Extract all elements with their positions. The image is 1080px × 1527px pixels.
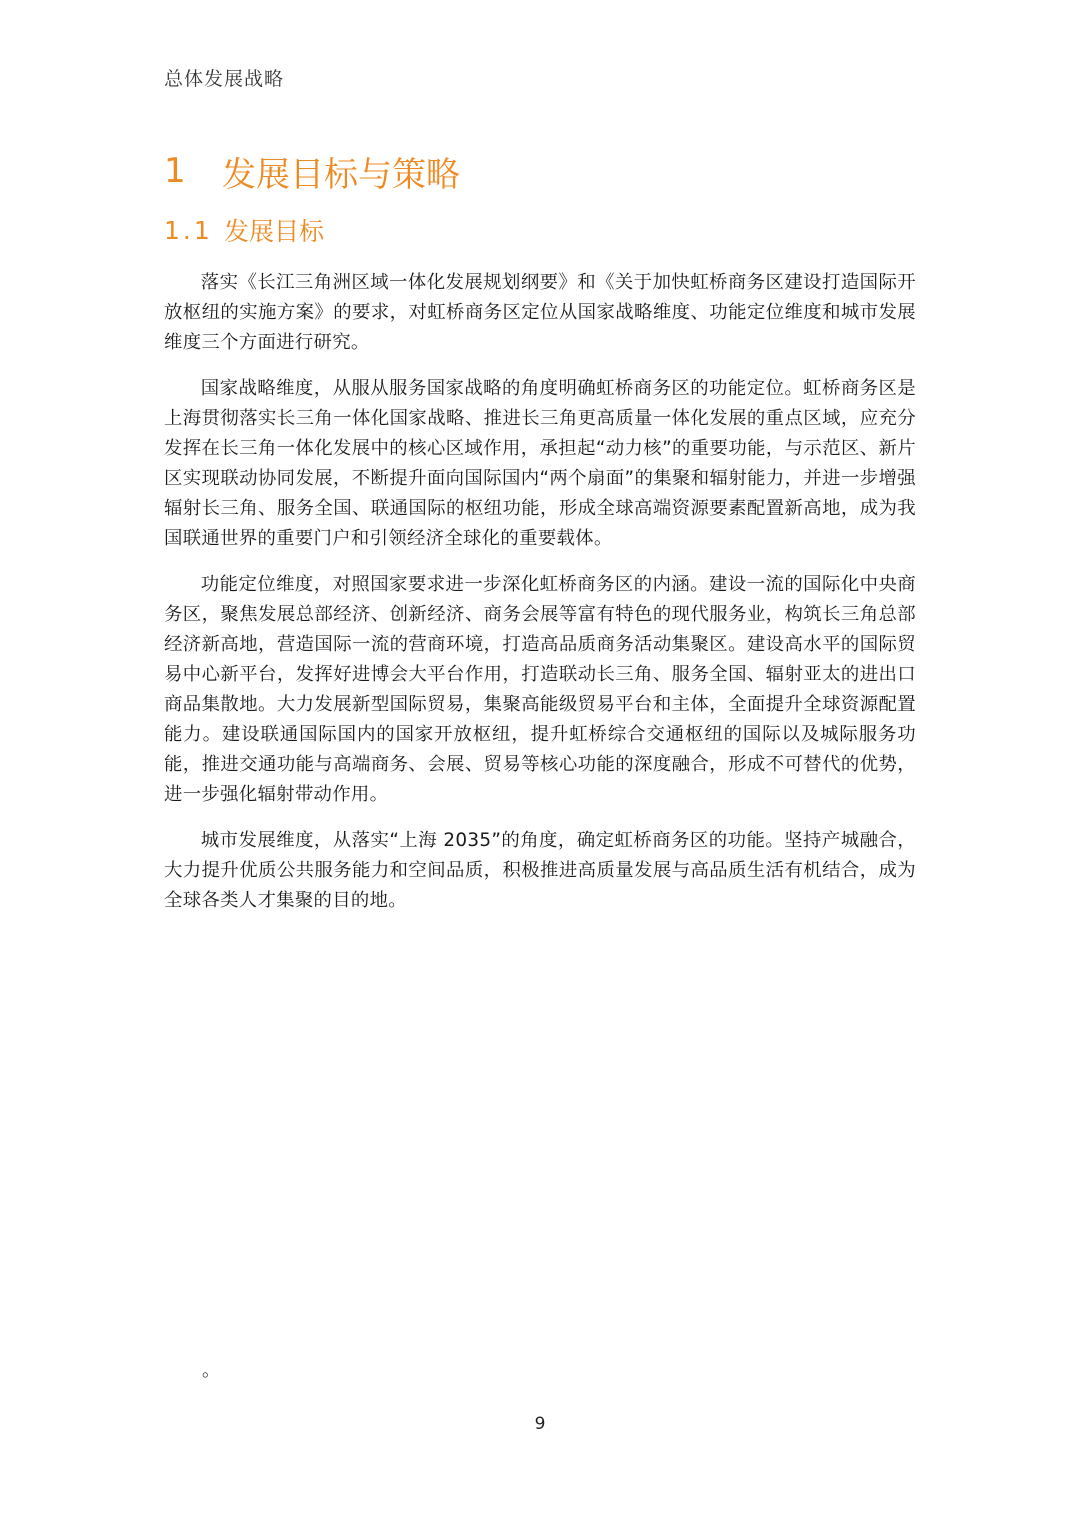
running-header: 总体发展战略 bbox=[164, 68, 285, 90]
section-title: 发展目标 bbox=[224, 217, 325, 246]
paragraph-functional-positioning: 功能定位维度，对照国家要求进一步深化虹桥商务区的内涵。建设一流的国际化中央商务区，聚焦发展总部经济、创新经济、商务会展等富有特色的现代服务业，构筑长三角总部经济新高地，营造国际一流的营商环境，打造高品质商务活动集聚区。建设高水平的国际贸易中心新平台，发挥好进博会大平台作用，打造联动长三角、服务全国、辐射亚太的进出口商品集散地。大力发展新型国际贸易，集聚高能级贸易平台和主体，全面提升全球资源配置能力。建设联通国际国内的国家开放枢纽，提升虹桥综合交通枢纽的国际以及城际服务功能，推进交通功能与高端商务、会展、贸易等核心功能的深度融合，形成不可替代的优势，进一步强化辐射带动作用。 bbox=[164, 574, 916, 805]
section-number: 1.1 bbox=[164, 215, 213, 245]
chapter-title: 发展目标与策略 bbox=[222, 154, 460, 195]
paragraph-national-strategy: 国家战略维度，从服从服务国家战略的角度明确虹桥商务区的功能定位。虹桥商务区是上海贯彻落实长三角一体化国家战略、推进长三角更高质量一体化发展的重点区域，应充分发挥在长三角一体化发展中的核心区域作用，承担起“动力核”的重要功能，与示范区、新片区实现联动协同发展，不断提升面向国际国内“两个扇面”的集聚和辐射能力，并进一步增强辐射长三角、服务全国、联通国际的枢纽功能，形成全球高端资源要素配置新高地，成为我国联通世界的重要门户和引领经济全球化的重要载体。 bbox=[164, 378, 916, 549]
section-heading bbox=[164, 210, 324, 250]
chapter-heading bbox=[164, 146, 460, 196]
body-text bbox=[164, 268, 916, 932]
paragraph-intro: 落实《长江三角洲区域一体化发展规划纲要》和《关于加快虹桥商务区建设打造国际开放枢纽的实施方案》的要求，对虹桥商务区定位从国家战略维度、功能定位维度和城市发展维度三个方面进行研究。 bbox=[164, 272, 916, 353]
paragraph-urban-development: 城市发展维度，从落实“上海 2035”的角度，确定虹桥商务区的功能。坚持产城融合，大力提升优质公共服务能力和空间品质，积极推进高质量发展与高品质生活有机结合，成为全球各类人才集聚的目的地。 bbox=[164, 830, 916, 911]
page-number: 9 bbox=[534, 1414, 546, 1434]
chapter-number: 1 bbox=[164, 151, 186, 191]
stray-punctuation: 。 bbox=[202, 1360, 220, 1381]
